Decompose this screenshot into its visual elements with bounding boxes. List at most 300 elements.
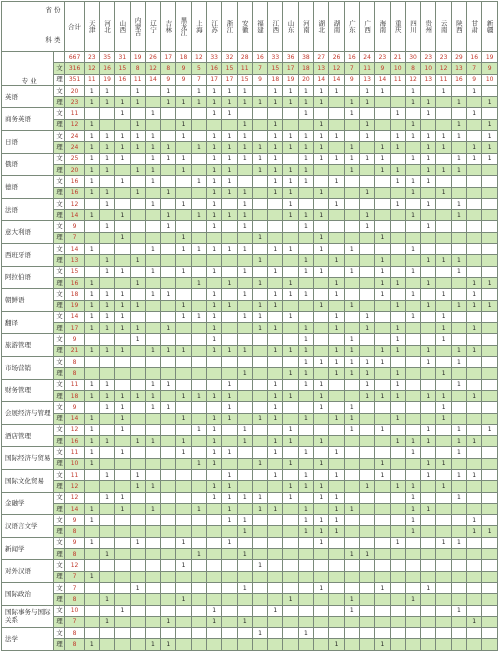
quota-cell (482, 616, 498, 627)
quota-cell: 1 (252, 164, 267, 175)
quota-cell (252, 221, 267, 232)
quota-cell (176, 402, 191, 413)
quota-cell: 1 (298, 413, 313, 424)
quota-cell (130, 571, 145, 582)
quota-cell: 1 (207, 108, 222, 119)
quota-cell: 1 (115, 390, 130, 401)
header-corner-cell (2, 2, 65, 52)
quota-cell (436, 503, 451, 514)
quota-cell (405, 368, 420, 379)
table-row (2, 345, 498, 356)
quota-cell (176, 458, 191, 469)
quota-cell (115, 571, 130, 582)
summary-cell: 27 (314, 52, 329, 63)
table-row (2, 142, 498, 153)
quota-cell (421, 413, 436, 424)
quota-cell (421, 85, 436, 96)
quota-cell: 1 (176, 131, 191, 142)
quota-cell (207, 560, 222, 571)
table-row (2, 119, 498, 130)
quota-cell (451, 515, 466, 526)
quota-cell: 1 (145, 176, 160, 187)
quota-cell: 1 (237, 492, 252, 503)
quota-cell (130, 594, 145, 605)
quota-cell (161, 560, 176, 571)
quota-cell (176, 515, 191, 526)
quota-cell (99, 210, 114, 221)
row-total: 14 (65, 311, 84, 322)
quota-cell (115, 221, 130, 232)
quota-cell: 1 (405, 244, 420, 255)
quota-cell (115, 198, 130, 209)
quota-cell (268, 232, 283, 243)
quota-cell (237, 413, 252, 424)
quota-cell (115, 334, 130, 345)
major-name: 财务管理 (2, 379, 54, 402)
quota-cell: 1 (84, 379, 99, 390)
quota-cell (451, 108, 466, 119)
quota-cell (237, 176, 252, 187)
quota-cell: 1 (421, 255, 436, 266)
summary-cell: 12 (405, 74, 420, 85)
quota-cell: 1 (161, 142, 176, 153)
quota-cell (283, 119, 298, 130)
quota-cell (191, 571, 206, 582)
quota-cell (237, 628, 252, 639)
table-row (2, 232, 498, 243)
quota-cell (268, 571, 283, 582)
quota-cell (176, 210, 191, 221)
quota-cell (191, 379, 206, 390)
quota-cell (99, 481, 114, 492)
quota-cell: 1 (145, 164, 160, 175)
quota-cell: 1 (191, 311, 206, 322)
quota-cell: 1 (191, 424, 206, 435)
quota-cell: 1 (268, 85, 283, 96)
quota-cell: 1 (421, 97, 436, 108)
summary-type: 理 (54, 74, 65, 85)
quota-cell (161, 492, 176, 503)
quota-cell (176, 277, 191, 288)
quota-cell (222, 311, 237, 322)
province-header-12: 江西 (268, 2, 283, 52)
quota-cell (115, 187, 130, 198)
quota-cell (252, 526, 267, 537)
quota-cell: 1 (115, 97, 130, 108)
major-name: 金融学 (2, 492, 54, 515)
quota-cell (405, 300, 420, 311)
table-row (2, 549, 498, 560)
summary-cell: 15 (268, 63, 283, 74)
subject-type: 理 (54, 368, 65, 379)
quota-cell: 1 (237, 221, 252, 232)
quota-cell (359, 232, 374, 243)
quota-cell (207, 639, 222, 650)
quota-cell (176, 108, 191, 119)
quota-cell: 1 (283, 85, 298, 96)
quota-cell (405, 277, 420, 288)
quota-cell (84, 526, 99, 537)
quota-cell (252, 390, 267, 401)
quota-cell (359, 560, 374, 571)
quota-cell (252, 594, 267, 605)
major-name: 国际政治 (2, 582, 54, 605)
quota-cell (99, 605, 114, 616)
quota-cell (390, 458, 405, 469)
quota-cell (99, 571, 114, 582)
quota-cell (451, 142, 466, 153)
table-row (2, 537, 498, 548)
quota-cell (405, 221, 420, 232)
quota-cell: 1 (99, 255, 114, 266)
quota-cell: 1 (314, 537, 329, 548)
quota-cell (375, 300, 390, 311)
quota-cell: 1 (222, 413, 237, 424)
quota-cell (467, 458, 482, 469)
quota-cell: 1 (222, 176, 237, 187)
quota-cell: 1 (436, 368, 451, 379)
province-header-18: 广西 (359, 2, 374, 52)
quota-cell (405, 255, 420, 266)
province-header-23: 云南 (436, 2, 451, 52)
quota-cell (145, 187, 160, 198)
quota-cell (314, 289, 329, 300)
quota-cell: 1 (161, 379, 176, 390)
quota-cell (436, 176, 451, 187)
quota-cell (222, 266, 237, 277)
quota-cell (314, 277, 329, 288)
quota-cell: 1 (482, 153, 498, 164)
quota-cell (207, 357, 222, 368)
quota-cell: 1 (268, 176, 283, 187)
quota-cell (436, 97, 451, 108)
quota-cell: 1 (467, 85, 482, 96)
quota-cell: 1 (207, 300, 222, 311)
summary-cell: 30 (405, 52, 420, 63)
table-row (2, 131, 498, 142)
quota-cell (191, 594, 206, 605)
quota-cell (130, 357, 145, 368)
quota-cell: 1 (421, 436, 436, 447)
quota-cell (145, 605, 160, 616)
subject-type: 文 (54, 492, 65, 503)
quota-cell (283, 357, 298, 368)
table-row (2, 492, 498, 503)
quota-cell: 1 (268, 447, 283, 458)
quota-cell (84, 594, 99, 605)
quota-cell (467, 560, 482, 571)
summary-cell: 16 (467, 52, 482, 63)
quota-cell: 1 (375, 424, 390, 435)
quota-cell (298, 594, 313, 605)
quota-cell: 1 (207, 390, 222, 401)
quota-cell: 1 (237, 244, 252, 255)
quota-cell: 1 (145, 108, 160, 119)
quota-cell: 1 (161, 639, 176, 650)
quota-cell: 1 (359, 153, 374, 164)
quota-cell: 1 (405, 526, 420, 537)
quota-cell: 1 (421, 277, 436, 288)
quota-cell (436, 221, 451, 232)
quota-cell (161, 164, 176, 175)
quota-cell: 1 (405, 311, 420, 322)
province-header-14: 河南 (298, 2, 313, 52)
quota-cell (314, 447, 329, 458)
quota-cell (375, 311, 390, 322)
summary-cell: 20 (298, 74, 313, 85)
quota-cell (130, 424, 145, 435)
quota-cell (268, 616, 283, 627)
quota-cell (161, 255, 176, 266)
quota-cell (268, 549, 283, 560)
quota-cell (176, 639, 191, 650)
summary-cell: 14 (329, 74, 344, 85)
quota-cell: 1 (145, 639, 160, 650)
quota-cell (222, 526, 237, 537)
row-total: 9 (65, 402, 84, 413)
quota-cell (207, 582, 222, 593)
quota-cell (359, 413, 374, 424)
quota-cell: 1 (252, 153, 267, 164)
table-row (2, 582, 498, 593)
quota-cell: 1 (252, 458, 267, 469)
quota-cell: 1 (298, 379, 313, 390)
quota-cell (222, 560, 237, 571)
province-header-7: 上海 (191, 2, 206, 52)
quota-cell (161, 481, 176, 492)
quota-cell: 1 (329, 255, 344, 266)
quota-cell: 1 (84, 413, 99, 424)
table-row (2, 390, 498, 401)
quota-cell: 1 (375, 582, 390, 593)
quota-cell: 1 (283, 244, 298, 255)
quota-cell (176, 176, 191, 187)
quota-cell (436, 119, 451, 130)
subject-type: 理 (54, 232, 65, 243)
quota-cell (283, 300, 298, 311)
quota-cell (451, 503, 466, 514)
quota-cell: 1 (329, 323, 344, 334)
summary-cell: 15 (115, 63, 130, 74)
quota-cell (130, 244, 145, 255)
quota-cell (482, 187, 498, 198)
quota-cell (451, 639, 466, 650)
quota-cell (482, 447, 498, 458)
quota-cell (467, 119, 482, 130)
quota-cell: 1 (436, 311, 451, 322)
quota-cell (375, 210, 390, 221)
quota-cell (161, 198, 176, 209)
quota-cell: 1 (130, 481, 145, 492)
major-name: 翻译 (2, 311, 54, 334)
quota-cell (344, 131, 359, 142)
quota-cell (329, 221, 344, 232)
quota-cell: 1 (207, 164, 222, 175)
quota-cell (84, 108, 99, 119)
subject-type: 理 (54, 549, 65, 560)
quota-cell (191, 492, 206, 503)
summary-row (2, 63, 498, 74)
quota-cell (130, 379, 145, 390)
quota-cell: 1 (268, 390, 283, 401)
quota-cell: 1 (344, 334, 359, 345)
row-total: 7 (65, 232, 84, 243)
quota-cell (161, 605, 176, 616)
quota-cell (176, 424, 191, 435)
quota-cell: 1 (390, 345, 405, 356)
quota-cell (436, 266, 451, 277)
quota-cell (405, 616, 420, 627)
quota-cell (145, 582, 160, 593)
quota-cell: 1 (344, 97, 359, 108)
quota-cell: 1 (145, 503, 160, 514)
subject-type: 文 (54, 560, 65, 571)
quota-cell (298, 571, 313, 582)
subject-type: 理 (54, 97, 65, 108)
subject-type: 文 (54, 266, 65, 277)
quota-cell (375, 436, 390, 447)
row-total: 9 (65, 515, 84, 526)
row-total: 11 (65, 447, 84, 458)
quota-cell (482, 605, 498, 616)
quota-cell: 1 (436, 481, 451, 492)
quota-cell (176, 605, 191, 616)
quota-cell: 1 (115, 492, 130, 503)
quota-cell: 1 (405, 210, 420, 221)
quota-cell (268, 210, 283, 221)
quota-cell: 1 (390, 108, 405, 119)
table-row (2, 571, 498, 582)
quota-cell (161, 277, 176, 288)
quota-cell (145, 368, 160, 379)
quota-cell (375, 323, 390, 334)
quota-cell: 1 (344, 357, 359, 368)
quota-cell: 1 (84, 131, 99, 142)
quota-cell (298, 436, 313, 447)
quota-cell: 1 (84, 390, 99, 401)
quota-cell (191, 198, 206, 209)
row-total: 14 (65, 503, 84, 514)
quota-cell (191, 447, 206, 458)
quota-cell: 1 (99, 436, 114, 447)
quota-cell: 1 (252, 255, 267, 266)
quota-cell: 1 (344, 266, 359, 277)
quota-cell: 1 (436, 255, 451, 266)
quota-cell: 1 (390, 300, 405, 311)
quota-cell (283, 537, 298, 548)
row-total: 11 (65, 469, 84, 480)
quota-cell: 1 (207, 153, 222, 164)
quota-cell (405, 424, 420, 435)
quota-cell: 1 (252, 232, 267, 243)
quota-cell (176, 334, 191, 345)
quota-cell (451, 594, 466, 605)
quota-cell (176, 469, 191, 480)
quota-cell: 1 (482, 142, 498, 153)
quota-cell (436, 424, 451, 435)
quota-cell (314, 108, 329, 119)
quota-cell (329, 334, 344, 345)
quota-cell: 1 (252, 300, 267, 311)
quota-cell: 1 (451, 605, 466, 616)
quota-cell (405, 323, 420, 334)
quota-cell (130, 221, 145, 232)
quota-cell: 1 (237, 210, 252, 221)
summary-cell: 14 (314, 74, 329, 85)
summary-cell: 14 (375, 74, 390, 85)
quota-cell (222, 221, 237, 232)
quota-cell (99, 277, 114, 288)
summary-cell: 8 (405, 63, 420, 74)
quota-cell (436, 549, 451, 560)
quota-cell: 1 (421, 424, 436, 435)
quota-cell: 1 (344, 413, 359, 424)
subject-type: 理 (54, 503, 65, 514)
quota-cell (482, 413, 498, 424)
quota-cell (329, 537, 344, 548)
quota-cell: 1 (421, 390, 436, 401)
row-total: 16 (65, 176, 84, 187)
quota-cell: 1 (84, 571, 99, 582)
quota-cell: 1 (207, 345, 222, 356)
quota-cell: 1 (436, 289, 451, 300)
quota-cell: 1 (390, 131, 405, 142)
summary-cell: 16 (99, 63, 114, 74)
quota-cell: 1 (84, 300, 99, 311)
quota-cell (130, 108, 145, 119)
row-total: 20 (65, 85, 84, 96)
quota-cell: 1 (467, 436, 482, 447)
quota-cell (161, 571, 176, 582)
quota-cell: 1 (84, 503, 99, 514)
quota-cell (359, 277, 374, 288)
quota-cell (344, 616, 359, 627)
summary-cell: 9 (482, 63, 498, 74)
quota-cell (222, 198, 237, 209)
quota-cell: 1 (207, 85, 222, 96)
quota-cell: 1 (115, 142, 130, 153)
quota-cell: 1 (161, 97, 176, 108)
quota-cell (115, 526, 130, 537)
quota-cell (390, 255, 405, 266)
quota-cell (161, 311, 176, 322)
quota-cell: 1 (375, 85, 390, 96)
quota-cell (482, 345, 498, 356)
quota-cell (451, 368, 466, 379)
quota-cell (283, 515, 298, 526)
quota-cell: 1 (222, 210, 237, 221)
quota-cell: 1 (222, 379, 237, 390)
table-row (2, 300, 498, 311)
quota-cell (482, 639, 498, 650)
subject-type: 理 (54, 413, 65, 424)
quota-cell: 1 (329, 368, 344, 379)
quota-cell (482, 368, 498, 379)
quota-cell: 1 (329, 176, 344, 187)
quota-cell (467, 357, 482, 368)
quota-cell (482, 334, 498, 345)
quota-cell (115, 357, 130, 368)
quota-cell: 1 (176, 164, 191, 175)
table-row (2, 481, 498, 492)
quota-cell (176, 368, 191, 379)
quota-cell (405, 605, 420, 616)
quota-cell: 1 (359, 390, 374, 401)
quota-cell (191, 436, 206, 447)
quota-cell (329, 142, 344, 153)
quota-cell (451, 481, 466, 492)
quota-cell: 1 (84, 537, 99, 548)
